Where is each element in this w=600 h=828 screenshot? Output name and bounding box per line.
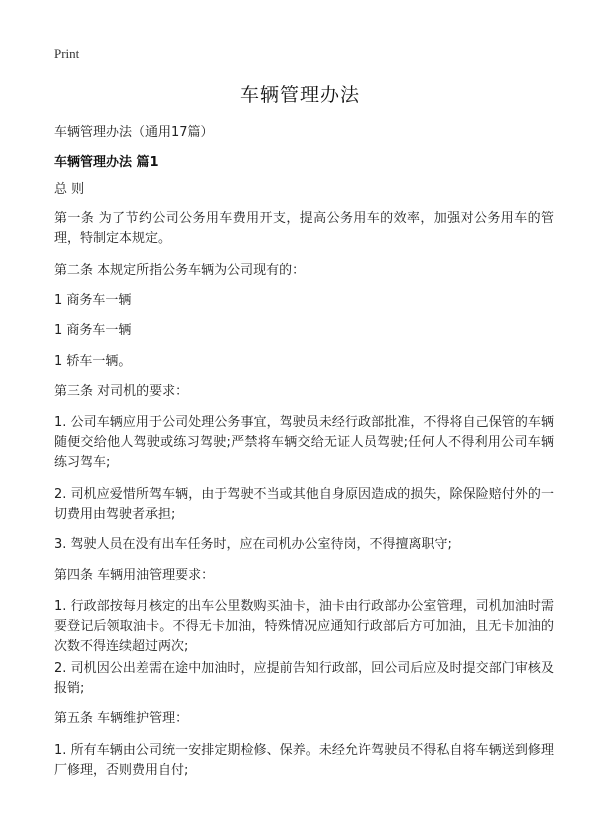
paragraph-general-rules: 总 则	[54, 182, 85, 197]
list-item: 1 商务车一辆	[54, 323, 132, 338]
print-link[interactable]: Print	[54, 46, 80, 61]
paragraph-3-2: 2. 司机应爱惜所驾车辆，由于驾驶不当或其他自身原因造成的损失，除保险赔付外的一切费用由驾驶者承担;	[54, 487, 554, 522]
paragraph-4-1: 1. 行政部按每月核定的出车公里数购买油卡，油卡由行政部办公室管理，司机加油时需要登记后领取油卡。不得无卡加油，特殊情况应通知行政部后方可加油，且无卡加油的次数不得连续超过两次;	[54, 599, 554, 654]
paragraph-article-4: 第四条 车辆用油管理要求：	[54, 568, 215, 583]
paragraph-article-1: 第一条 为了节约公司公务用车费用开支，提高公务用车的效率，加强对公务用车的管理，特制定本规定。	[54, 211, 554, 246]
paragraph-article-5: 第五条 车辆维护管理：	[54, 711, 189, 726]
document-subtitle: 车辆管理办法（通用17篇）	[54, 125, 214, 140]
paragraph-5-1: 1. 所有车辆由公司统一安排定期检修、保养。未经允许驾驶员不得私自将车辆送到修理厂修理，否则费用自付;	[54, 743, 554, 778]
paragraph-3-1: 1. 公司车辆应用于公司处理公务事宜，驾驶员未经行政部批准，不得将自己保管的车辆随便交给他人驾驶或练习驾驶;严禁将车辆交给无证人员驾驶;任何人不得利用公司车辆练习驾车;	[54, 415, 554, 470]
paragraph-3-3: 3. 驾驶人员在没有出车任务时，应在司机办公室待岗，不得擅离职守;	[54, 537, 452, 552]
list-item: 1 轿车一辆。	[54, 354, 132, 369]
paragraph-article-2: 第二条 本规定所指公务车辆为公司现有的：	[54, 263, 306, 278]
list-item: 1 商务车一辆	[54, 293, 132, 308]
section-heading: 车辆管理办法 篇1	[54, 155, 159, 170]
paragraph-4-2: 2. 司机因公出差需在途中加油时，应提前告知行政部，回公司后应及时提交部门审核及报销;	[54, 661, 554, 696]
paragraph-article-3: 第三条 对司机的要求：	[54, 384, 189, 399]
document-title: 车辆管理办法	[239, 84, 360, 106]
